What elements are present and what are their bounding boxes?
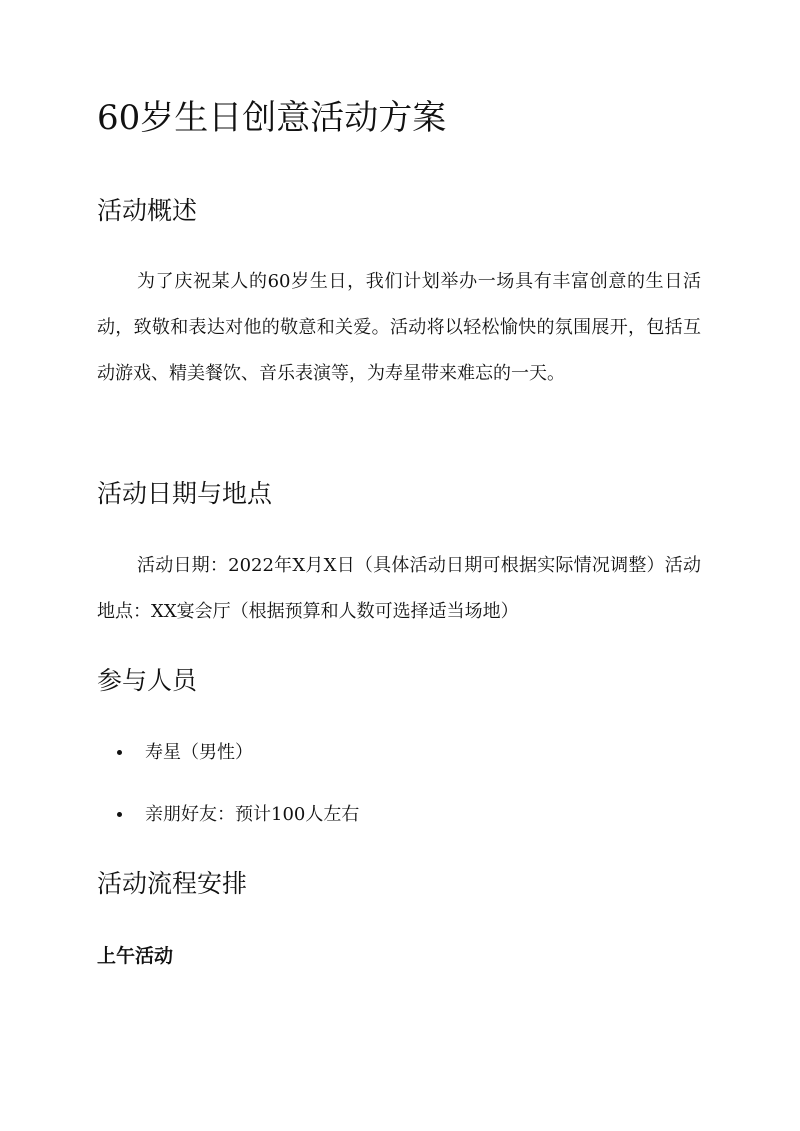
list-item [97, 800, 701, 862]
section-heading-schedule: 活动流程安排 [97, 869, 248, 898]
overview-paragraph: 为了庆祝某人的60岁生日，我们计划举办一场具有丰富创意的生日活动，致敬和表达对他的敬意和关爱。活动将以轻松愉快的氛围展开，包括互动游戏、精美餐饮、音乐表演等，为寿星带来难忘的一天。 [97, 271, 701, 384]
section-heading-date-location: 活动日期与地点 [97, 479, 273, 508]
participant-label: 寿星（男性） [145, 742, 253, 763]
subheading-morning-activities: 上午活动 [97, 945, 174, 967]
date-location-paragraph: 活动日期：2022年X月X日（具体活动日期可根据实际情况调整）活动地点：XX宴会厅（根据预算和人数可选择适当场地） [97, 555, 701, 622]
section-heading-participants: 参与人员 [97, 666, 198, 695]
section-heading-overview: 活动概述 [97, 196, 198, 225]
document-title: 60岁生日创意活动方案 [97, 98, 447, 138]
bullet-icon [117, 750, 122, 755]
participants-list [97, 738, 701, 862]
list-item [97, 738, 701, 800]
participant-label: 亲朋好友：预计100人左右 [145, 804, 360, 825]
bullet-icon [117, 812, 122, 817]
